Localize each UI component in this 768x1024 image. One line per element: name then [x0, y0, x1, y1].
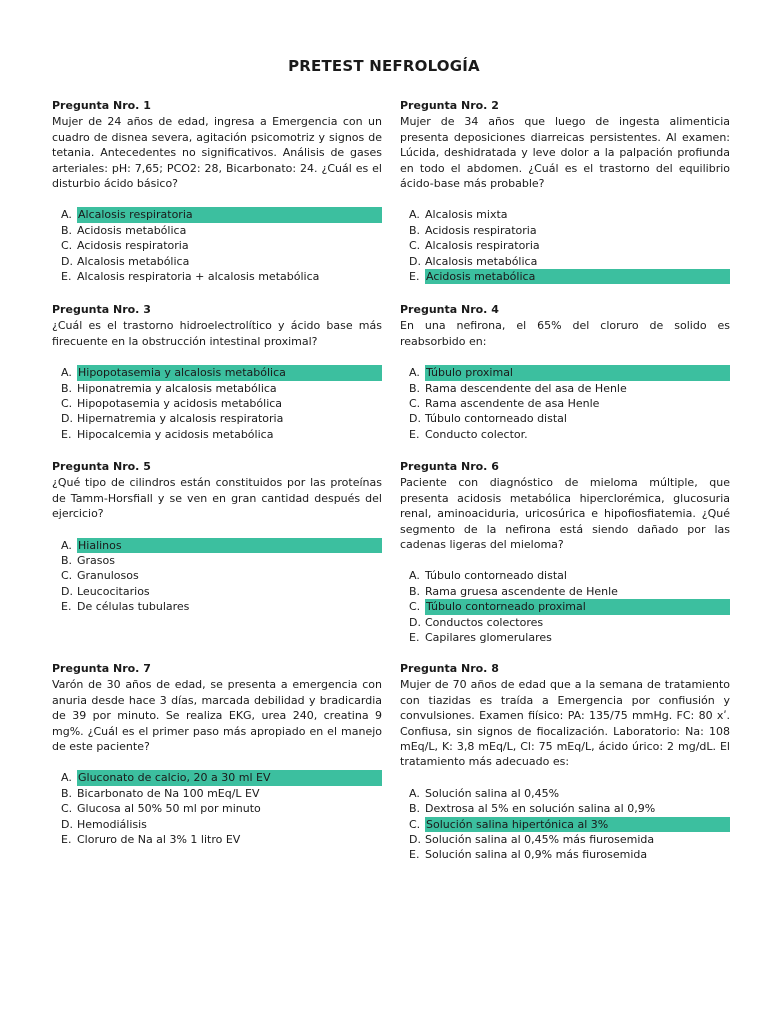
option-text: Alcalosis mixta — [425, 208, 508, 222]
question-4 — [400, 302, 730, 442]
question-6 — [400, 459, 730, 645]
option-d[interactable] — [400, 411, 730, 426]
question-2 — [400, 98, 730, 284]
option-letter: A. — [409, 366, 420, 380]
question-heading: Pregunta Nro. 3 — [52, 303, 151, 316]
option-text: Capilares glomerulares — [425, 631, 552, 644]
option-letter: B. — [409, 381, 421, 395]
question-heading: Pregunta Nro. 5 — [52, 460, 151, 473]
option-d[interactable] — [52, 411, 382, 426]
option-text: Solución salina al 0,9% más ﬁurosemida — [425, 848, 648, 862]
option-text: Glucosa al 50% 50 ml por minuto — [77, 802, 261, 816]
option-letter: A. — [61, 366, 72, 380]
option-letter: C. — [61, 397, 73, 410]
option-letter: D. — [409, 254, 421, 268]
option-c[interactable] — [400, 817, 730, 832]
question-5 — [52, 459, 382, 615]
option-letter: B. — [61, 223, 73, 237]
option-text: Hiponatremia y alcalosis metabólica — [77, 381, 277, 395]
option-e[interactable] — [400, 630, 730, 645]
option-text: Alcalosis respiratoria + alcalosis metabólica — [77, 270, 320, 283]
option-text: Túbulo proximal — [425, 365, 730, 380]
option-e[interactable] — [52, 832, 382, 847]
question-heading: Pregunta Nro. 4 — [400, 303, 499, 316]
option-a[interactable] — [52, 770, 382, 785]
option-text: Túbulo contorneado distal — [425, 569, 567, 583]
option-letter: C. — [409, 239, 421, 253]
option-letter: A. — [409, 569, 420, 583]
option-e[interactable] — [400, 427, 730, 442]
option-letter: A. — [61, 208, 72, 222]
option-text: Acidosis respiratoria — [425, 223, 537, 237]
answer-options — [400, 568, 730, 645]
answer-options — [400, 786, 730, 863]
option-letter: D. — [61, 412, 73, 426]
option-c[interactable] — [52, 801, 382, 816]
option-a[interactable] — [400, 568, 730, 583]
option-b[interactable] — [400, 801, 730, 816]
option-text: Leucocitarios — [77, 584, 150, 598]
option-letter: B. — [409, 223, 421, 237]
option-letter: E. — [61, 600, 72, 614]
question-7 — [52, 661, 382, 847]
question-text: En una neﬁrona, el 65% del cloruro de solido es reabsorbido en: — [400, 319, 730, 348]
option-text: Bicarbonato de Na 100 mEq/L EV — [77, 786, 260, 800]
option-c[interactable] — [400, 599, 730, 614]
option-text: Solución salina hipertónica al 3% — [425, 817, 730, 832]
option-text: Hipernatremia y alcalosis respiratoria — [77, 412, 284, 426]
question-8 — [400, 661, 730, 863]
option-a[interactable] — [52, 538, 382, 553]
option-text: Rama ascendente de asa Henle — [425, 397, 600, 410]
option-letter: B. — [61, 554, 73, 568]
option-letter: D. — [409, 412, 421, 426]
option-text: Hipopotasemia y acidosis metabólica — [77, 397, 283, 410]
option-letter: B. — [409, 802, 421, 816]
question-text: ¿Cuál es el trastorno hidroelectrolítico y ácido base más ﬁrecuente en la obstrucción intestinal proximal? — [52, 319, 382, 348]
option-letter: B. — [409, 584, 421, 598]
option-letter: C. — [61, 239, 73, 253]
answer-options — [52, 538, 382, 615]
option-text: Solución salina al 0,45% — [425, 786, 560, 800]
option-letter: D. — [61, 254, 73, 268]
option-d[interactable] — [52, 817, 382, 832]
question-text: Mujer de 70 años de edad que a la semana de tratamiento con tiazidas es traída a Emergencia por conﬁusión y convulsiones. Examen ﬁísico: PA: 135/75 mmHg. FC: 80 xʹ. Conﬁusa, sin signos de ﬁocalización. Laboratorio: Na: 108 mEq/L, K: 3,8 mEq/L, Cl: 75 mEq/L, ácido úrico: 2 mg/dL. El tratamiento más adecuado es: — [400, 678, 730, 769]
option-letter: C. — [61, 569, 73, 583]
option-text: Conducto colector. — [425, 427, 528, 441]
option-text: Acidosis metabólica — [77, 223, 187, 237]
option-text: Gluconato de calcio, 20 a 30 ml EV — [77, 770, 382, 785]
option-a[interactable] — [52, 207, 382, 222]
option-b[interactable] — [52, 223, 382, 238]
option-letter: B. — [61, 381, 73, 395]
option-text: Dextrosa al 5% en solución salina al 0,9% — [425, 802, 656, 816]
question-heading: Pregunta Nro. 2 — [400, 99, 499, 112]
option-text: Hipocalcemia y acidosis metabólica — [77, 427, 274, 441]
option-e[interactable] — [400, 269, 730, 284]
option-letter: B. — [61, 786, 73, 800]
option-c[interactable] — [52, 568, 382, 583]
option-text: Grasos — [77, 554, 115, 568]
option-text: Acidosis metabólica — [425, 269, 730, 284]
option-c[interactable] — [52, 238, 382, 253]
option-c[interactable] — [52, 396, 382, 411]
option-text: Granulosos — [77, 569, 139, 583]
option-text: De células tubulares — [77, 600, 190, 614]
answer-options — [400, 365, 730, 442]
option-text: Túbulo contorneado proximal — [425, 599, 730, 614]
option-a[interactable] — [400, 207, 730, 222]
question-heading: Pregunta Nro. 1 — [52, 99, 151, 112]
option-text: Alcalosis metabólica — [77, 254, 190, 268]
option-d[interactable] — [400, 832, 730, 847]
question-1 — [52, 98, 382, 284]
option-text: Conductos colectores — [425, 615, 544, 629]
question-heading: Pregunta Nro. 6 — [400, 460, 499, 473]
answer-options — [52, 770, 382, 847]
option-text: Túbulo contorneado distal — [425, 412, 567, 426]
option-text: Rama descendente del asa de Henle — [425, 381, 627, 395]
option-b[interactable] — [400, 223, 730, 238]
option-letter: C. — [61, 802, 73, 816]
option-text: Alcalosis metabólica — [425, 254, 538, 268]
option-d[interactable] — [400, 254, 730, 269]
option-e[interactable] — [52, 269, 382, 284]
option-letter: D. — [61, 584, 73, 598]
option-letter: D. — [61, 817, 73, 831]
option-letter: A. — [409, 786, 420, 800]
option-text: Solución salina al 0,45% más ﬁurosemida — [425, 833, 655, 847]
option-text: Alcalosis respiratoria — [425, 239, 540, 253]
option-e[interactable] — [52, 599, 382, 614]
option-e[interactable] — [52, 427, 382, 442]
question-heading: Pregunta Nro. 8 — [400, 662, 499, 675]
option-letter: A. — [409, 208, 420, 222]
option-letter: E. — [409, 631, 420, 644]
option-text: Hialinos — [77, 538, 382, 553]
answer-options — [400, 207, 730, 284]
question-heading: Pregunta Nro. 7 — [52, 662, 151, 675]
answer-options — [52, 365, 382, 442]
option-text: Acidosis respiratoria — [77, 239, 189, 253]
question-text: Varón de 30 años de edad, se presenta a emergencia con anuria desde hace 3 días, marcada debilidad y bradicardia de 39 por minuto. Se realiza EKG, urea 240, creatina 9 mg%. ¿Cuál es el primer paso más apropiado en el manejo de este paciente? — [52, 678, 382, 754]
option-letter: C. — [409, 600, 421, 614]
option-text: Cloruro de Na al 3% 1 litro EV — [77, 833, 241, 846]
option-c[interactable] — [400, 238, 730, 253]
page-title: PRETEST NEFROLOGÍA — [288, 57, 480, 75]
option-e[interactable] — [400, 847, 730, 862]
option-letter: E. — [61, 427, 72, 441]
option-letter: D. — [409, 615, 421, 629]
option-b[interactable] — [52, 553, 382, 568]
option-text: Alcalosis respiratoria — [77, 207, 382, 222]
option-letter: E. — [409, 427, 420, 441]
option-b[interactable] — [400, 381, 730, 396]
option-d[interactable] — [52, 254, 382, 269]
option-b[interactable] — [52, 381, 382, 396]
question-text: Mujer de 24 años de edad, ingresa a Emergencia con un cuadro de disnea severa, agitación psicomotriz y signos de tetania. Antecedentes no signiﬁcativos. Análisis de gases arteriales: pH: 7,65; PCO2: 28, Bicarbonato: 24. ¿Cuál es el disturbio ácido básico? — [52, 115, 382, 191]
option-a[interactable] — [400, 365, 730, 380]
option-text: Hipopotasemia y alcalosis metabólica — [77, 365, 382, 380]
option-letter: D. — [409, 833, 421, 847]
option-d[interactable] — [52, 584, 382, 599]
option-letter: A. — [61, 771, 72, 785]
question-text: Paciente con diagnóstico de mieloma múltiple, que presenta acidosis metabólica hiperclorémica, glucosuria renal, aminoaciduria, uricosúrica e hipoﬁosﬁatemia. ¿Qué segmento de la neﬁrona está siendo dañado por las cadenas ligeras del mieloma? — [400, 476, 730, 552]
option-letter: C. — [409, 817, 421, 831]
option-text: Rama gruesa ascendente de Henle — [425, 584, 618, 598]
option-b[interactable] — [52, 786, 382, 801]
option-a[interactable] — [52, 365, 382, 380]
option-letter: A. — [61, 538, 72, 552]
option-letter: E. — [61, 270, 72, 283]
question-text: ¿Qué tipo de cilindros están constituidos por las proteínas de Tamm-Horsﬁall y se ven en gran cantidad después del ejercicio? — [52, 476, 382, 521]
option-text: Hemodiálisis — [77, 817, 147, 831]
option-letter: E. — [409, 848, 420, 862]
option-d[interactable] — [400, 615, 730, 630]
answer-options — [52, 207, 382, 284]
option-letter: E. — [409, 270, 420, 283]
option-letter: C. — [409, 397, 421, 410]
option-a[interactable] — [400, 786, 730, 801]
option-letter: E. — [61, 833, 72, 846]
question-text: Mujer de 34 años que luego de ingesta alimenticia presenta deposiciones diarreicas persistentes. Al examen: Lúcida, deshidratada y leve dolor a la palpación proﬁunda en todo el abdomen. ¿Cuál es el trastorno del equilibrio ácido-base más probable? — [400, 115, 730, 191]
option-b[interactable] — [400, 584, 730, 599]
question-3 — [52, 302, 382, 442]
option-c[interactable] — [400, 396, 730, 411]
